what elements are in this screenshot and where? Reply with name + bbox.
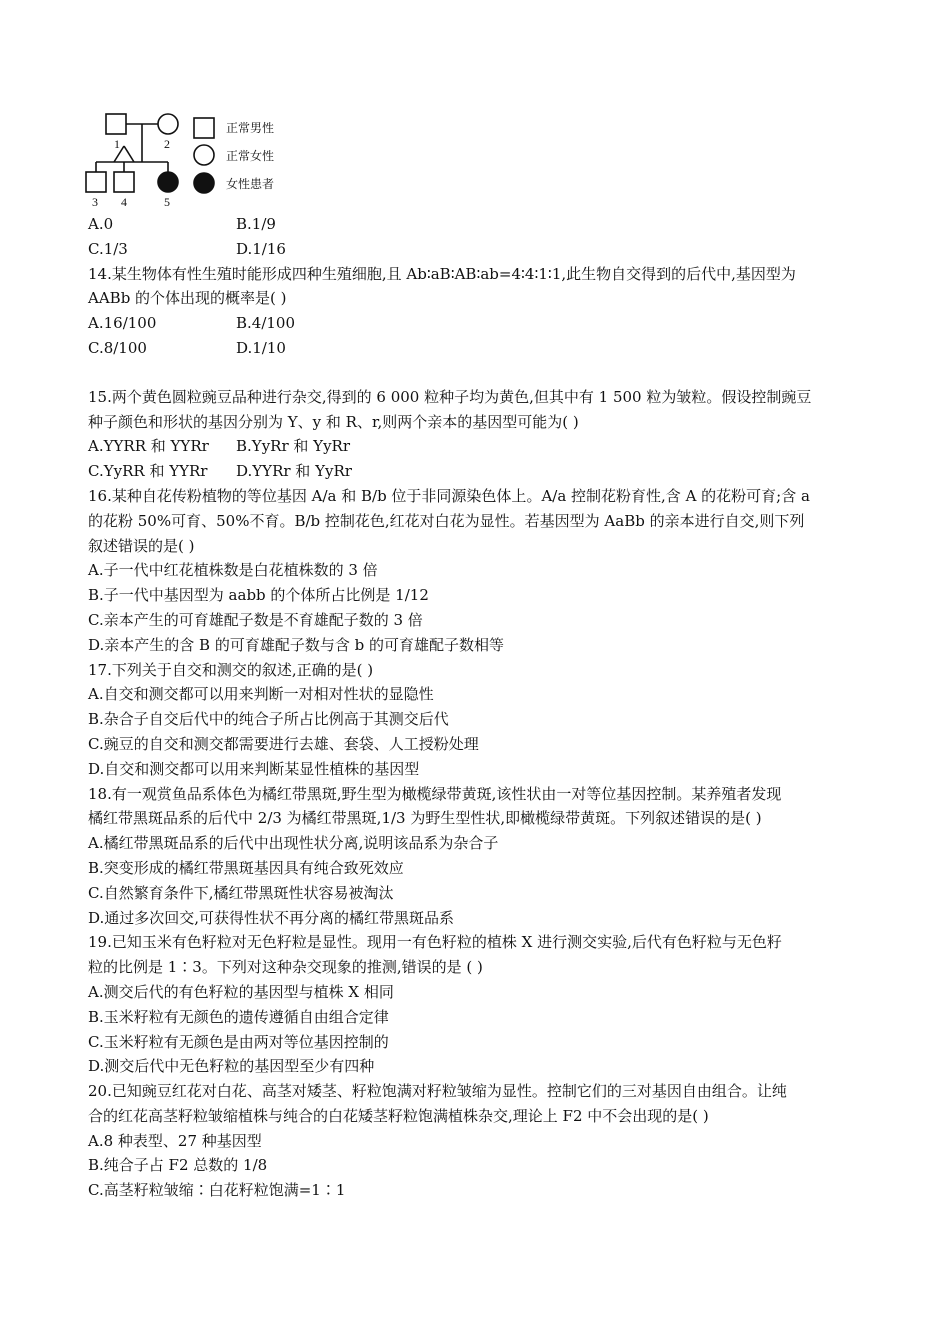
question-stem: 17.下列关于自交和测交的叙述,正确的是( ) bbox=[88, 660, 374, 679]
option: C.亲本产生的可育雄配子数是不育雄配子数的 3 倍 bbox=[88, 610, 423, 629]
pedigree-label-4: 4 bbox=[121, 195, 127, 209]
question-14 bbox=[88, 262, 868, 361]
option: A.16/100 bbox=[88, 314, 157, 333]
option: D.亲本产生的含 B 的可育雄配子数与含 b 的可育雄配子数相等 bbox=[88, 635, 504, 654]
legend-male-icon bbox=[194, 118, 214, 138]
option: C.玉米籽粒有无颜色是由两对等位基因控制的 bbox=[88, 1032, 389, 1051]
option: D.测交后代中无色籽粒的基因型至少有四种 bbox=[88, 1057, 375, 1076]
question-stem: 橘红带黑斑品系的后代中 2/3 为橘红带黑斑,1/3 为野生型性状,即橄榄绿带黄斑。下列叙述错误的是( ) bbox=[88, 809, 762, 828]
question-stem: 18.有一观赏鱼品系体色为橘红带黑斑,野生型为橄榄绿带黄斑,该性状由一对等位基因控制。某养殖者发现 bbox=[88, 784, 782, 803]
option: C.高茎籽粒皱缩∶白花籽粒饱满=1∶1 bbox=[88, 1181, 346, 1200]
option: C.YyRR 和 YYRr bbox=[88, 462, 208, 481]
pedigree-individual-1 bbox=[106, 114, 126, 134]
option: D.YYRr 和 YyRr bbox=[236, 462, 352, 481]
question-17 bbox=[88, 658, 868, 782]
question-list bbox=[88, 212, 868, 1203]
pedigree-label-5: 5 bbox=[164, 195, 170, 209]
question-stem: 14.某生物体有性生殖时能形成四种生殖细胞,且 Ab∶aB∶AB∶ab=4∶4∶1∶1,此生物自交得到的后代中,基因型为 bbox=[88, 264, 796, 283]
question-16 bbox=[88, 484, 868, 658]
question-stem: 种子颜色和形状的基因分别为 Y、y 和 R、r,则两个亲本的基因型可能为( ) bbox=[88, 412, 579, 431]
question-stem: AABb 的个体出现的概率是( ) bbox=[88, 289, 287, 308]
pedigree-diagram bbox=[80, 108, 320, 216]
legend-normal-female-label: 正常女性 bbox=[226, 149, 275, 163]
option: B.1/9 bbox=[236, 215, 276, 233]
option: D.1/10 bbox=[236, 338, 286, 357]
pedigree-individual-3 bbox=[86, 172, 106, 192]
question-stem: 的花粉 50%可育、50%不育。B/b 控制花色,红花对白花为显性。若基因型为 AaBb 的亲本进行自交,则下列 bbox=[88, 511, 805, 530]
question-stem: 叙述错误的是( ) bbox=[88, 536, 195, 555]
option: C.1/3 bbox=[88, 239, 128, 258]
option: A.自交和测交都可以用来判断一对相对性状的显隐性 bbox=[88, 685, 434, 704]
pedigree-label-3: 3 bbox=[92, 195, 98, 209]
question-stem: 15.两个黄色圆粒豌豆品种进行杂交,得到的 6 000 粒种子均为黄色,但其中有 1 500 粒为皱粒。假设控制豌豆 bbox=[88, 387, 812, 406]
option: B.突变形成的橘红带黑斑基因具有纯合致死效应 bbox=[88, 858, 404, 877]
question-stem: 20.已知豌豆红花对白花、高茎对矮茎、籽粒饱满对籽粒皱缩为显性。控制它们的三对基因自由组合。让纯 bbox=[88, 1082, 787, 1101]
question-18 bbox=[88, 782, 868, 931]
option: B.玉米籽粒有无颜色的遗传遵循自由组合定律 bbox=[88, 1007, 389, 1026]
pedigree-individual-2 bbox=[158, 114, 178, 134]
option: C.8/100 bbox=[88, 338, 147, 357]
pedigree-label-2: 2 bbox=[164, 137, 170, 151]
legend-normal-male-label: 正常男性 bbox=[226, 121, 275, 135]
option: B.4/100 bbox=[236, 314, 296, 333]
option: B.杂合子自交后代中的纯合子所占比例高于其测交后代 bbox=[88, 710, 449, 729]
option: D.1/16 bbox=[236, 239, 286, 258]
legend-affected-female-label: 女性患者 bbox=[226, 177, 275, 191]
question-stem: 16.某种自花传粉植物的等位基因 A/a 和 B/b 位于非同源染色体上。A/a 控制花粉育性,含 A 的花粉可育;含 a bbox=[88, 486, 810, 505]
option: A.橘红带黑斑品系的后代中出现性状分离,说明该品系为杂合子 bbox=[88, 834, 499, 853]
option: D.自交和测交都可以用来判断某显性植株的基因型 bbox=[88, 759, 420, 778]
question-19 bbox=[88, 930, 868, 1079]
option: A.测交后代的有色籽粒的基因型与植株 X 相同 bbox=[88, 982, 394, 1001]
legend-female-icon bbox=[194, 145, 214, 165]
option: B.YyRr 和 YyRr bbox=[236, 437, 351, 456]
question-stem: 19.已知玉米有色籽粒对无色籽粒是显性。现用一有色籽粒的植株 X 进行测交实验,后代有色籽粒与无色籽 bbox=[88, 933, 782, 952]
pedigree-individual-4 bbox=[114, 172, 134, 192]
option: A.8 种表型、27 种基因型 bbox=[88, 1131, 262, 1150]
pedigree-individual-5 bbox=[158, 172, 178, 192]
question-20 bbox=[88, 1079, 868, 1203]
question-13-options bbox=[88, 212, 868, 262]
question-15 bbox=[88, 385, 868, 484]
pedigree-label-1: 1 bbox=[114, 137, 120, 151]
option: A.0 bbox=[88, 215, 114, 233]
legend-affected-female-icon bbox=[194, 173, 214, 193]
spacer bbox=[88, 361, 868, 385]
option: D.通过多次回交,可获得性状不再分离的橘红带黑斑品系 bbox=[88, 908, 455, 927]
question-stem: 合的红花高茎籽粒皱缩植株与纯合的白花矮茎籽粒饱满植株杂交,理论上 F2 中不会出现的是( ) bbox=[88, 1106, 709, 1125]
option: A.子一代中红花植株数是白花植株数的 3 倍 bbox=[88, 561, 378, 580]
option: B.子一代中基因型为 aabb 的个体所占比例是 1/12 bbox=[88, 586, 429, 605]
question-stem: 粒的比例是 1∶3。下列对这种杂交现象的推测,错误的是 ( ) bbox=[88, 958, 483, 977]
option: C.自然繁育条件下,橘红带黑斑性状容易被淘汰 bbox=[88, 883, 394, 902]
option: C.豌豆的自交和测交都需要进行去雄、套袋、人工授粉处理 bbox=[88, 734, 479, 753]
option: B.纯合子占 F2 总数的 1/8 bbox=[88, 1156, 268, 1175]
option: A.YYRR 和 YYRr bbox=[88, 437, 209, 456]
